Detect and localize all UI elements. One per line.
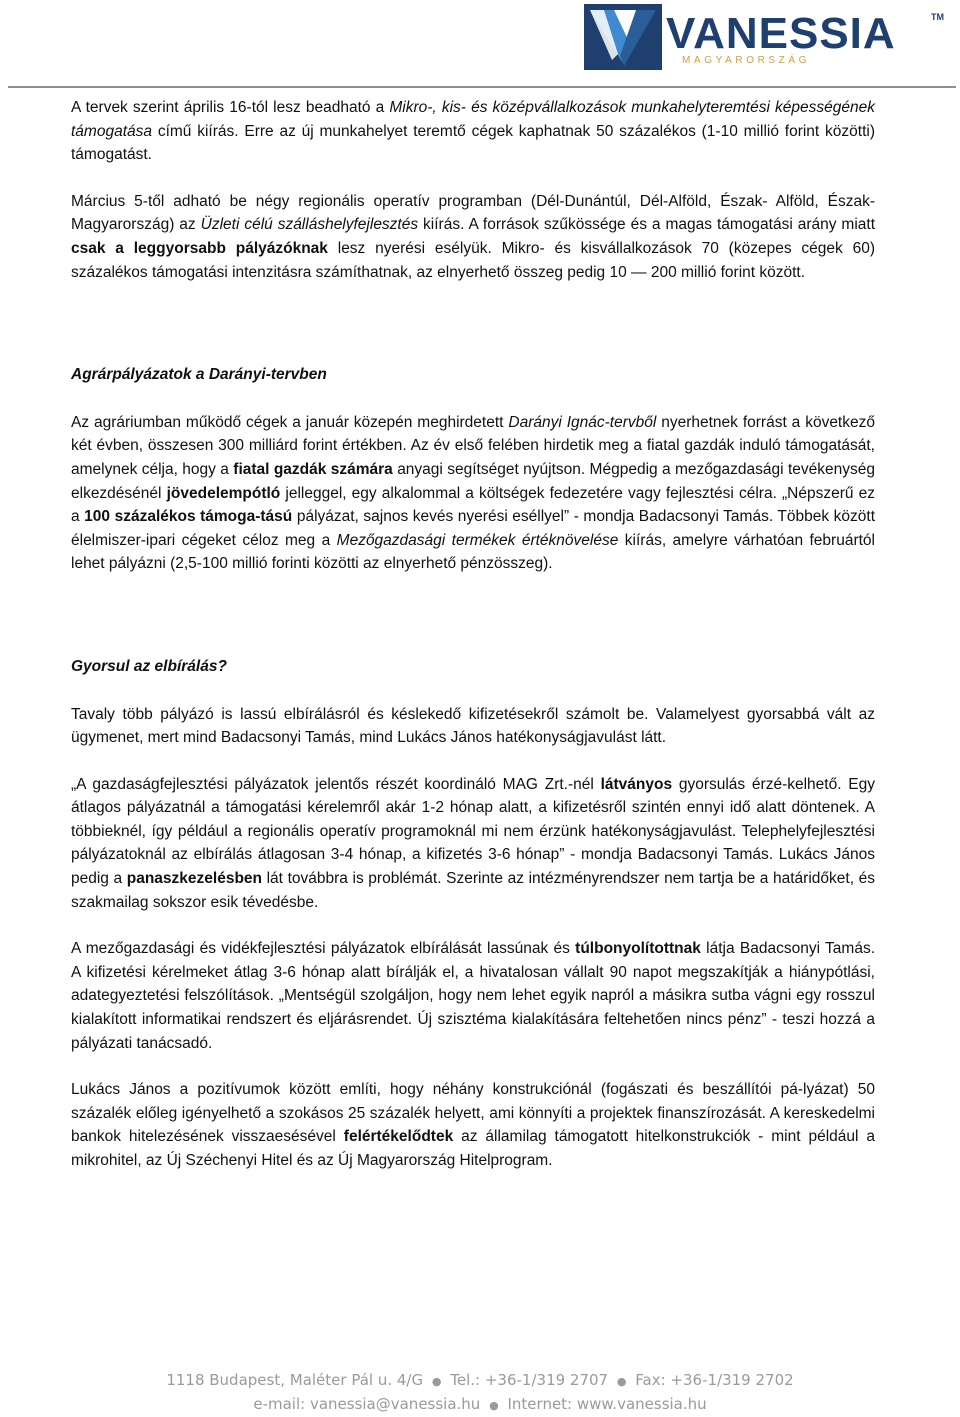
bullet-separator-icon: ● xyxy=(431,1375,442,1388)
text-run: kiírás, amelyre várhatóan februártól lehet pályázni (2,5-100 millió forinti közötti az elnyerhető pénzösszeg). xyxy=(71,531,875,573)
text-run: A tervek szerint április 16-tól lesz beadható a xyxy=(71,99,390,116)
bold-phrase: csak a leggyorsabb pályázóknak xyxy=(71,239,328,257)
italic-phrase: Üzleti célú szálláshelyfejlesztés xyxy=(200,216,419,234)
text-run: látja Badacsonyi Tamás. A kifizetési kérelmeket átlag 3-6 hónap alatt bírálják el, a hivatalosan vállalt 90 napot megszakítják a hiánypótlási, adategyeztetési felszólítások. „Mentségül szolgáljon, hogy nem lehet egyik napról a másikra sutba vágni egy rosszul kialakított informatikai rendszert és eljárásrendet. Új szisztéma kialakítására feltehetően nincs pénz” - teszi hozzá a pályázati tanácsadó. xyxy=(71,940,875,1052)
text-run: anyagi segítséget nyújtson. Mégpedig a mezőgazdasági tevékenység elkezdésénél xyxy=(71,460,875,502)
logo-wordmark: VANESSIA xyxy=(666,9,896,58)
header-divider xyxy=(8,86,956,88)
text-run: Lukács János a pozitívumok között említi, hogy néhány konstrukciónál (fogászati és beszállítói pá-lyázat) 50 százalék előleg igényelhető a szokásos 25 százalék helyett, ami könnyíti a projektek finanszírozását. A kereskedelmi bankok hitelezésének visszaesésével xyxy=(71,1081,875,1146)
footer-email[interactable]: e-mail: vanessia@vanessia.hu xyxy=(253,1395,481,1413)
section-heading-gyorsul: Gyorsul az elbírálás? xyxy=(71,657,227,675)
footer-fax: Fax: +36-1/319 2702 xyxy=(635,1371,794,1389)
logo-subtitle: MAGYARORSZÁG xyxy=(682,55,811,66)
text-run: lesz nyerési esélyük. Mikro- és kisvállalkozások 70 (közepes cégek 60) százalékos támogatási intenzitásra számíthatnak, az elnyerhető összeg pedig 10 — 200 millió forint között. xyxy=(71,239,875,281)
bold-phrase: 100 százalékos támoga-tású xyxy=(84,508,293,526)
bullet-separator-icon: ● xyxy=(489,1399,499,1412)
text-run: pályázat, sajnos kevés nyerési eséllyel” - mondja Badacsonyi Tamás. Többek között élelmiszer-ipari cégeket céloz meg a xyxy=(71,508,876,549)
bold-phrase: látványos xyxy=(600,775,673,793)
italic-phrase: Darányi Ignác-tervből xyxy=(508,413,657,431)
paragraph-szallashely xyxy=(71,190,875,284)
text-run: gyorsulás érzé-kelhető. Egy átlagos pályázatnál a támogatási kérelemről akár 1-2 hónap alatt, a kifizetésről szintén ennyi idő alatt döntenek. A többieknél, így például a regionális operatív programoknál mi nem érzünk hatékonyságjavulást. Telephelyfejlesztési pályázatoknál az elbírálás átlagosan 3-4 hónap, a kifizetés 3-6 hónap” - mondja Badacsonyi Tamás. Lukács János pedig a xyxy=(71,775,875,888)
footer-line-2 xyxy=(0,1393,960,1417)
paragraph-darany xyxy=(71,411,875,576)
bold-phrase: felértékelődtek xyxy=(343,1128,454,1146)
footer-phone: Tel.: +36-1/319 2707 xyxy=(450,1371,609,1389)
page-footer xyxy=(0,1369,960,1417)
footer-address: 1118 Budapest, Maléter Pál u. 4/G xyxy=(166,1371,424,1389)
vanessia-logo xyxy=(584,4,956,70)
article-body xyxy=(71,96,875,1196)
paragraph-mezogazdasagi xyxy=(71,937,875,1055)
text-run: nyerhetnek forrást a következő két évben, összesen 300 milliárd forint értékben. Az év első felében hirdetik meg a fiatal gazdák induló támogatását, amelynek célja, hogy a xyxy=(71,413,875,478)
text-run: lát továbbra is problémát. Szerinte az intézményrendszer nem tartja be a határidőket, és szakmailag sokszor esik tévedésbe. xyxy=(71,870,875,911)
text-run: Március 5-től adható be négy regionális operatív programban (Dél-Dunántúl, Dél-Alföld, Észak- Alföld, Észak-Magyarország) az xyxy=(71,192,875,234)
bullet-separator-icon: ● xyxy=(616,1375,627,1388)
section-heading-agrar: Agrárpályázatok a Darányi-tervben xyxy=(71,366,327,384)
text-run: Tavaly több pályázó is lassú elbírálásról és késlekedő kifizetésekről számolt be. Valamelyest gyorsabbá vált az ügymenet, mert mind Badacsonyi Tamás, mind Lukács János hatékonyságjavulást látt. xyxy=(71,705,875,747)
text-run: jelleggel, egy alkalommal a költségek fedezetére vagy fejlesztési célra. „Népszerű ez a xyxy=(71,484,875,526)
paragraph-tavaly xyxy=(71,703,875,750)
footer-website[interactable]: Internet: www.vanessia.hu xyxy=(507,1395,707,1413)
vanessia-logo-mark-icon xyxy=(584,4,662,70)
text-run: kiírás. A források szűkössége és a magas támogatási arány miatt xyxy=(418,216,875,234)
italic-phrase: Mezőgazdasági termékek értéknövelése xyxy=(336,531,619,549)
logo-trademark: TM xyxy=(931,12,944,22)
bold-phrase: túlbonyolítottnak xyxy=(575,940,701,958)
footer-line-1 xyxy=(0,1369,960,1393)
bold-phrase: jövedelempótló xyxy=(166,484,281,502)
italic-phrase: Mikro-, kis- és középvállalkozások munkahelyteremtési képességének támogatása xyxy=(71,99,875,140)
text-run: című kiírás. Erre az új munkahelyet teremtő cégek kaphatnak 50 százalékos (1-10 millió forint közötti) támogatást. xyxy=(71,122,875,164)
bold-phrase: fiatal gazdák számára xyxy=(233,460,393,478)
text-run: A mezőgazdasági és vidékfejlesztési pályázatok elbírálását lassúnak és xyxy=(71,940,576,958)
text-run: „A gazdaságfejlesztési pályázatok jelentős részét koordináló MAG Zrt.-nél xyxy=(71,775,601,793)
text-run: az államilag támogatott hitelkonstrukciók - mint például a mikrohitel, az Új Széchenyi Hitel és az Új Magyarország Hitelprogram. xyxy=(71,1128,875,1169)
bold-phrase: panaszkezelésben xyxy=(126,870,263,888)
paragraph-mag-zrt xyxy=(71,773,875,915)
paragraph-mikro-kiiras xyxy=(71,96,875,167)
text-run: Az agráriumban működő cégek a január közepén meghirdetett xyxy=(71,413,509,431)
paragraph-lukacs xyxy=(71,1078,875,1172)
